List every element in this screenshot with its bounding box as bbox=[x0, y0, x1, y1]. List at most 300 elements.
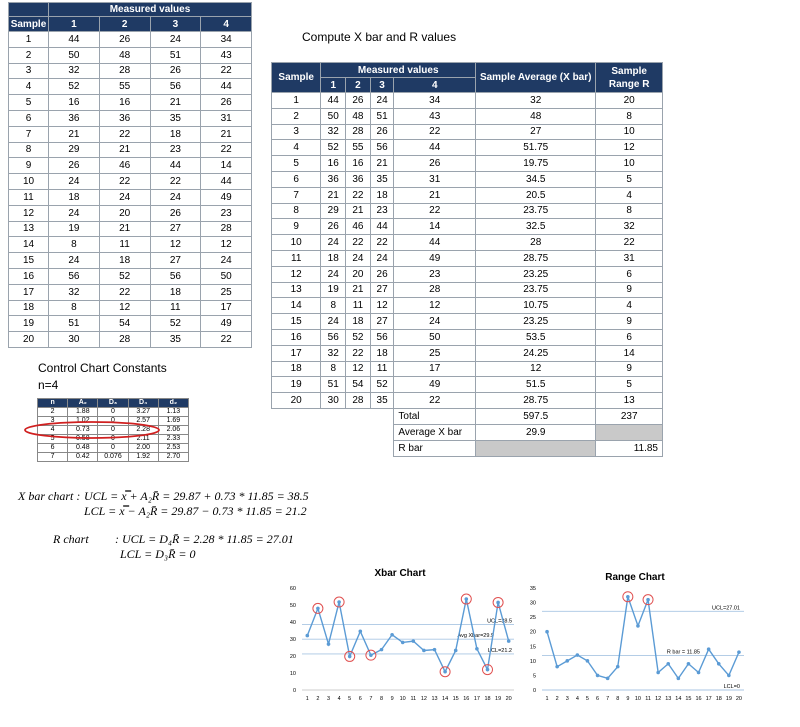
sample-number: 14 bbox=[9, 237, 49, 253]
table-row bbox=[272, 266, 663, 282]
data-point bbox=[359, 630, 363, 634]
x-tick-label: 5 bbox=[585, 696, 589, 702]
measured-value: 21 bbox=[346, 203, 371, 219]
x-tick-label: 4 bbox=[575, 696, 579, 702]
constant-value: 0.48 bbox=[68, 444, 98, 453]
sample-number: 9 bbox=[272, 219, 321, 235]
y-tick-label: 20 bbox=[289, 654, 296, 660]
measured-value: 52 bbox=[150, 316, 201, 332]
y-tick-label: 0 bbox=[292, 688, 296, 694]
constants-row bbox=[38, 408, 189, 417]
x-tick-label: 11 bbox=[410, 696, 417, 702]
sample-range: 4 bbox=[596, 187, 663, 203]
measured-value: 49 bbox=[201, 316, 252, 332]
column-header: 3 bbox=[370, 78, 394, 93]
x-tick-label: 6 bbox=[358, 696, 362, 702]
measured-value: 24 bbox=[370, 93, 394, 109]
measured-value: 48 bbox=[346, 108, 371, 124]
sample-range: 9 bbox=[596, 282, 663, 298]
sample-number: 1 bbox=[9, 32, 49, 48]
sample-number: 19 bbox=[9, 316, 49, 332]
table-row bbox=[272, 298, 663, 314]
measured-value: 22 bbox=[99, 126, 150, 142]
constant-value: 2 bbox=[38, 408, 68, 417]
measured-value: 31 bbox=[201, 110, 252, 126]
table-row bbox=[272, 314, 663, 330]
table-row bbox=[9, 284, 252, 300]
sample-average: 27 bbox=[476, 124, 596, 140]
table-row bbox=[272, 377, 663, 393]
measured-value: 56 bbox=[370, 329, 394, 345]
measured-value: 23 bbox=[370, 203, 394, 219]
table-row bbox=[272, 171, 663, 187]
x-tick-label: 17 bbox=[705, 696, 712, 702]
column-header: 4 bbox=[394, 78, 476, 93]
measured-value: 8 bbox=[321, 361, 346, 377]
measured-value: 24 bbox=[49, 205, 100, 221]
sample-average: 19.75 bbox=[476, 156, 596, 172]
reference-line-label: LCL=21.2 bbox=[487, 647, 512, 654]
sample-range: 10 bbox=[596, 124, 663, 140]
x-tick-label: 3 bbox=[565, 696, 569, 702]
measured-value: 11 bbox=[99, 237, 150, 253]
measured-value: 21 bbox=[99, 221, 150, 237]
sample-range: 14 bbox=[596, 345, 663, 361]
measured-value: 46 bbox=[99, 158, 150, 174]
constant-value: 2.00 bbox=[128, 444, 158, 453]
sample-range: 9 bbox=[596, 361, 663, 377]
measured-value: 21 bbox=[99, 142, 150, 158]
data-point bbox=[422, 649, 426, 653]
measured-value: 35 bbox=[150, 332, 201, 348]
sample-number: 17 bbox=[272, 345, 321, 361]
sample-number: 10 bbox=[9, 174, 49, 190]
measured-value: 26 bbox=[370, 266, 394, 282]
data-point bbox=[626, 595, 630, 599]
data-point bbox=[348, 655, 352, 659]
table-row bbox=[9, 332, 252, 348]
measured-value: 52 bbox=[99, 268, 150, 284]
sample-header: Sample bbox=[9, 17, 49, 32]
x-tick-label: 13 bbox=[431, 696, 438, 702]
sample-range: 13 bbox=[596, 393, 663, 409]
measured-value: 36 bbox=[49, 110, 100, 126]
reference-line-label: R bar = 11.85 bbox=[666, 649, 700, 656]
measured-value: 49 bbox=[394, 250, 476, 266]
reference-line-label: UCL=27.01 bbox=[712, 605, 740, 612]
x-tick-label: 12 bbox=[420, 696, 427, 702]
x-tick-label: 18 bbox=[484, 696, 491, 702]
y-tick-label: 20 bbox=[529, 629, 536, 636]
x-tick-label: 15 bbox=[452, 696, 459, 702]
measured-value: 24 bbox=[321, 266, 346, 282]
table-row bbox=[9, 79, 252, 95]
chart-title: Range Chart bbox=[605, 572, 665, 583]
measured-value: 8 bbox=[49, 300, 100, 316]
sample-range: 6 bbox=[596, 266, 663, 282]
sample-average: 28.75 bbox=[476, 393, 596, 409]
measured-value: 29 bbox=[321, 203, 346, 219]
measured-value: 24 bbox=[321, 314, 346, 330]
constant-value: 5 bbox=[38, 435, 68, 444]
measured-values-table bbox=[8, 2, 252, 348]
sample-range: 8 bbox=[596, 108, 663, 124]
data-point bbox=[507, 639, 511, 643]
constant-value: 2.33 bbox=[158, 435, 188, 444]
xbar-ucl-formula: UCL = x̿ + A₂R̄ = 29.87 + 0.73 * 11.85 = 38.5 bbox=[84, 489, 309, 503]
measured-value: 20 bbox=[346, 266, 371, 282]
constant-value: 0 bbox=[98, 444, 128, 453]
n4-highlight-ellipse bbox=[22, 419, 162, 441]
sample-range: 8 bbox=[596, 203, 663, 219]
x-tick-label: 7 bbox=[369, 696, 373, 702]
y-tick-label: 40 bbox=[289, 620, 296, 626]
measured-value: 26 bbox=[394, 156, 476, 172]
measured-value: 44 bbox=[49, 32, 100, 48]
sample-average: 23.25 bbox=[476, 314, 596, 330]
measured-value: 52 bbox=[346, 329, 371, 345]
measured-value: 54 bbox=[346, 377, 371, 393]
table-row bbox=[9, 63, 252, 79]
sample-number: 8 bbox=[9, 142, 49, 158]
total-avg: 597.5 bbox=[476, 408, 596, 424]
measured-value: 16 bbox=[346, 156, 371, 172]
sample-number: 20 bbox=[272, 393, 321, 409]
sample-average: 20.5 bbox=[476, 187, 596, 203]
measured-value: 55 bbox=[99, 79, 150, 95]
data-point bbox=[636, 624, 640, 628]
data-point bbox=[606, 677, 610, 681]
measured-value: 50 bbox=[201, 268, 252, 284]
measured-value: 22 bbox=[394, 393, 476, 409]
measured-value: 34 bbox=[394, 93, 476, 109]
xbar-chart-label: X bar chart : bbox=[18, 489, 81, 503]
measured-value: 29 bbox=[49, 142, 100, 158]
measured-value: 56 bbox=[49, 268, 100, 284]
measured-value: 43 bbox=[201, 47, 252, 63]
measured-value: 17 bbox=[394, 361, 476, 377]
constant-value: 0 bbox=[98, 426, 128, 435]
table-row bbox=[272, 219, 663, 235]
data-point bbox=[677, 677, 681, 681]
constants-title: Control Chart Constants bbox=[38, 361, 167, 375]
sample-number: 11 bbox=[272, 250, 321, 266]
sample-range: 5 bbox=[596, 171, 663, 187]
measured-value: 44 bbox=[201, 79, 252, 95]
measured-value: 36 bbox=[346, 171, 371, 187]
data-point bbox=[646, 598, 650, 602]
data-point bbox=[316, 607, 320, 611]
measured-value: 21 bbox=[394, 187, 476, 203]
table-row bbox=[9, 174, 252, 190]
measured-value: 50 bbox=[394, 329, 476, 345]
sample-number: 13 bbox=[9, 221, 49, 237]
constants-header: n bbox=[38, 399, 68, 408]
x-tick-label: 3 bbox=[326, 696, 331, 702]
constant-value: 1.92 bbox=[128, 453, 158, 462]
sample-average: 12 bbox=[476, 361, 596, 377]
sample-average: 32.5 bbox=[476, 219, 596, 235]
constant-value: 7 bbox=[38, 453, 68, 462]
data-point bbox=[486, 668, 490, 672]
table-row bbox=[272, 140, 663, 156]
measured-value: 32 bbox=[321, 124, 346, 140]
data-point bbox=[666, 662, 670, 666]
measured-value: 18 bbox=[99, 253, 150, 269]
x-tick-label: 12 bbox=[655, 696, 662, 702]
measured-value: 26 bbox=[321, 219, 346, 235]
data-point bbox=[443, 670, 447, 674]
measured-value: 24 bbox=[394, 314, 476, 330]
measured-value: 23 bbox=[201, 205, 252, 221]
measured-value: 24 bbox=[370, 250, 394, 266]
x-tick-label: 19 bbox=[725, 696, 732, 702]
constant-value: 1.69 bbox=[158, 417, 188, 426]
x-tick-label: 20 bbox=[735, 696, 743, 702]
table-row bbox=[9, 300, 252, 316]
measured-value: 35 bbox=[370, 393, 394, 409]
measured-value: 36 bbox=[99, 110, 150, 126]
measured-value: 21 bbox=[150, 95, 201, 111]
measured-value: 22 bbox=[201, 63, 252, 79]
data-point bbox=[697, 671, 701, 675]
data-point bbox=[545, 630, 549, 634]
x-tick-label: 1 bbox=[305, 696, 309, 702]
constants-header: D₄ bbox=[128, 399, 158, 408]
reference-line-label: UCL=38.5 bbox=[487, 618, 512, 625]
compute-title: Compute X bar and R values bbox=[302, 30, 457, 44]
x-tick-label: 16 bbox=[695, 696, 702, 702]
constant-value: 1.88 bbox=[68, 408, 98, 417]
reference-line-label: LCL=0 bbox=[723, 684, 740, 690]
measured-value: 23 bbox=[394, 266, 476, 282]
measured-value: 30 bbox=[49, 332, 100, 348]
data-point bbox=[306, 634, 310, 638]
data-point bbox=[465, 597, 469, 601]
x-tick-label: 1 bbox=[545, 696, 549, 702]
x-tick-label: 5 bbox=[348, 696, 352, 702]
measured-value: 52 bbox=[370, 377, 394, 393]
measured-value: 21 bbox=[321, 187, 346, 203]
sample-number: 1 bbox=[272, 93, 321, 109]
x-tick-label: 8 bbox=[616, 696, 620, 702]
measured-value: 56 bbox=[150, 268, 201, 284]
constants-header: A₂ bbox=[68, 399, 98, 408]
measured-value: 44 bbox=[394, 140, 476, 156]
measured-value: 28 bbox=[346, 124, 371, 140]
table-row bbox=[272, 250, 663, 266]
group-header: Measured values bbox=[49, 3, 252, 17]
sample-number: 12 bbox=[9, 205, 49, 221]
measured-value: 12 bbox=[99, 300, 150, 316]
data-point bbox=[390, 633, 394, 637]
x-tick-label: 20 bbox=[505, 696, 512, 702]
table-row bbox=[9, 221, 252, 237]
y-tick-label: 10 bbox=[289, 671, 296, 677]
measured-value: 46 bbox=[346, 219, 371, 235]
sample-average: 23.75 bbox=[476, 282, 596, 298]
column-header: 2 bbox=[346, 78, 371, 93]
data-point bbox=[475, 647, 479, 651]
constant-value: 3.27 bbox=[128, 408, 158, 417]
measured-value: 11 bbox=[346, 298, 371, 314]
y-tick-label: 30 bbox=[529, 600, 536, 607]
data-point bbox=[707, 647, 711, 651]
sample-average: 34.5 bbox=[476, 171, 596, 187]
measured-value: 55 bbox=[346, 140, 371, 156]
table-row bbox=[272, 203, 663, 219]
data-point bbox=[687, 662, 691, 666]
measured-value: 32 bbox=[49, 63, 100, 79]
table-row bbox=[9, 253, 252, 269]
x-tick-label: 11 bbox=[645, 696, 651, 702]
sample-average: 51.5 bbox=[476, 377, 596, 393]
sample-number: 4 bbox=[272, 140, 321, 156]
measured-value: 25 bbox=[394, 345, 476, 361]
sample-number: 20 bbox=[9, 332, 49, 348]
table-row bbox=[9, 142, 252, 158]
table-row bbox=[9, 205, 252, 221]
measured-value: 18 bbox=[370, 345, 394, 361]
x-tick-label: 2 bbox=[555, 696, 559, 702]
constant-value: 2.57 bbox=[128, 417, 158, 426]
measured-value: 12 bbox=[394, 298, 476, 314]
measured-value: 24 bbox=[150, 32, 201, 48]
data-point bbox=[656, 671, 660, 675]
measured-value: 22 bbox=[99, 284, 150, 300]
y-tick-label: 60 bbox=[289, 586, 296, 592]
xbar-lcl-formula: LCL = x̿ − A₂R̄ = 29.87 − 0.73 * 11.85 = 21.2 bbox=[84, 504, 307, 518]
x-tick-label: 10 bbox=[399, 696, 406, 702]
measured-value: 21 bbox=[346, 282, 371, 298]
sample-range: 20 bbox=[596, 93, 663, 109]
measured-value: 28 bbox=[99, 332, 150, 348]
sample-number: 2 bbox=[272, 108, 321, 124]
measured-value: 44 bbox=[150, 158, 201, 174]
measured-value: 43 bbox=[394, 108, 476, 124]
measured-value: 24 bbox=[321, 235, 346, 251]
measured-value: 51 bbox=[49, 316, 100, 332]
range-header: Sample Range R bbox=[596, 63, 663, 93]
measured-value: 12 bbox=[346, 361, 371, 377]
measured-value: 28 bbox=[346, 393, 371, 409]
chart-title: Xbar Chart bbox=[374, 568, 426, 579]
sample-range: 32 bbox=[596, 219, 663, 235]
data-point bbox=[433, 648, 437, 652]
data-point bbox=[496, 601, 500, 605]
sample-range: 5 bbox=[596, 377, 663, 393]
measured-value: 8 bbox=[321, 298, 346, 314]
measured-value: 26 bbox=[150, 205, 201, 221]
measured-value: 24 bbox=[99, 189, 150, 205]
measured-value: 56 bbox=[321, 329, 346, 345]
constant-value: 0 bbox=[98, 408, 128, 417]
total-label: Total bbox=[394, 408, 476, 424]
x-tick-label: 4 bbox=[337, 696, 341, 702]
measured-value: 22 bbox=[394, 124, 476, 140]
data-point bbox=[727, 674, 731, 678]
measured-value: 35 bbox=[150, 110, 201, 126]
measured-value: 22 bbox=[346, 345, 371, 361]
measured-value: 21 bbox=[201, 126, 252, 142]
measured-value: 18 bbox=[150, 284, 201, 300]
x-tick-label: 19 bbox=[495, 696, 502, 702]
measured-value: 28 bbox=[394, 282, 476, 298]
sample-summary-table bbox=[271, 62, 663, 457]
x-tick-label: 2 bbox=[316, 696, 320, 702]
data-point bbox=[596, 674, 600, 678]
table-row bbox=[272, 393, 663, 409]
measured-value: 56 bbox=[150, 79, 201, 95]
measured-value: 44 bbox=[394, 235, 476, 251]
y-tick-label: 35 bbox=[529, 586, 536, 592]
measured-value: 22 bbox=[394, 203, 476, 219]
constant-value: 0.58 bbox=[68, 435, 98, 444]
constant-value: 3 bbox=[38, 417, 68, 426]
measured-value: 26 bbox=[99, 32, 150, 48]
x-tick-label: 17 bbox=[473, 696, 480, 702]
measured-value: 16 bbox=[321, 156, 346, 172]
x-tick-label: 16 bbox=[463, 696, 470, 702]
sample-header: Sample bbox=[272, 63, 321, 93]
avg-xbar-label: Average X bar bbox=[394, 424, 476, 440]
sample-number: 18 bbox=[272, 361, 321, 377]
table-row bbox=[9, 316, 252, 332]
avg-header: Sample Average (X bar) bbox=[476, 63, 596, 93]
measured-value: 18 bbox=[370, 187, 394, 203]
sample-number: 10 bbox=[272, 235, 321, 251]
avg-xbar-value: 29.9 bbox=[476, 424, 596, 440]
sample-number: 4 bbox=[9, 79, 49, 95]
measured-value: 26 bbox=[346, 93, 371, 109]
table-row bbox=[272, 329, 663, 345]
data-point bbox=[412, 639, 416, 643]
table-row bbox=[9, 32, 252, 48]
measured-value: 12 bbox=[201, 237, 252, 253]
y-tick-label: 25 bbox=[529, 615, 536, 622]
x-tick-label: 14 bbox=[675, 696, 682, 702]
constants-subtitle: n=4 bbox=[38, 378, 59, 392]
x-tick-label: 13 bbox=[665, 696, 672, 702]
sample-average: 10.75 bbox=[476, 298, 596, 314]
measured-value: 19 bbox=[49, 221, 100, 237]
x-tick-label: 8 bbox=[379, 696, 384, 702]
measured-value: 44 bbox=[321, 93, 346, 109]
measured-value: 22 bbox=[346, 187, 371, 203]
measured-value: 31 bbox=[394, 171, 476, 187]
table-row bbox=[272, 124, 663, 140]
measured-value: 51 bbox=[370, 108, 394, 124]
measured-value: 50 bbox=[49, 47, 100, 63]
column-header: 1 bbox=[321, 78, 346, 93]
r-lcl-formula: LCL = D₃R̄ = 0 bbox=[120, 547, 196, 561]
y-tick-label: 5 bbox=[532, 673, 536, 680]
sample-average: 48 bbox=[476, 108, 596, 124]
sample-number: 7 bbox=[272, 187, 321, 203]
constant-value: 0 bbox=[98, 417, 128, 426]
measured-value: 32 bbox=[321, 345, 346, 361]
sample-range: 6 bbox=[596, 329, 663, 345]
data-point bbox=[717, 662, 721, 666]
constants-row bbox=[38, 453, 189, 462]
measured-value: 22 bbox=[370, 235, 394, 251]
sample-range: 10 bbox=[596, 156, 663, 172]
measured-value: 22 bbox=[346, 235, 371, 251]
data-point bbox=[337, 600, 341, 604]
y-tick-label: 50 bbox=[289, 603, 296, 609]
rbar-value: 11.85 bbox=[596, 440, 663, 456]
table-row bbox=[9, 95, 252, 111]
